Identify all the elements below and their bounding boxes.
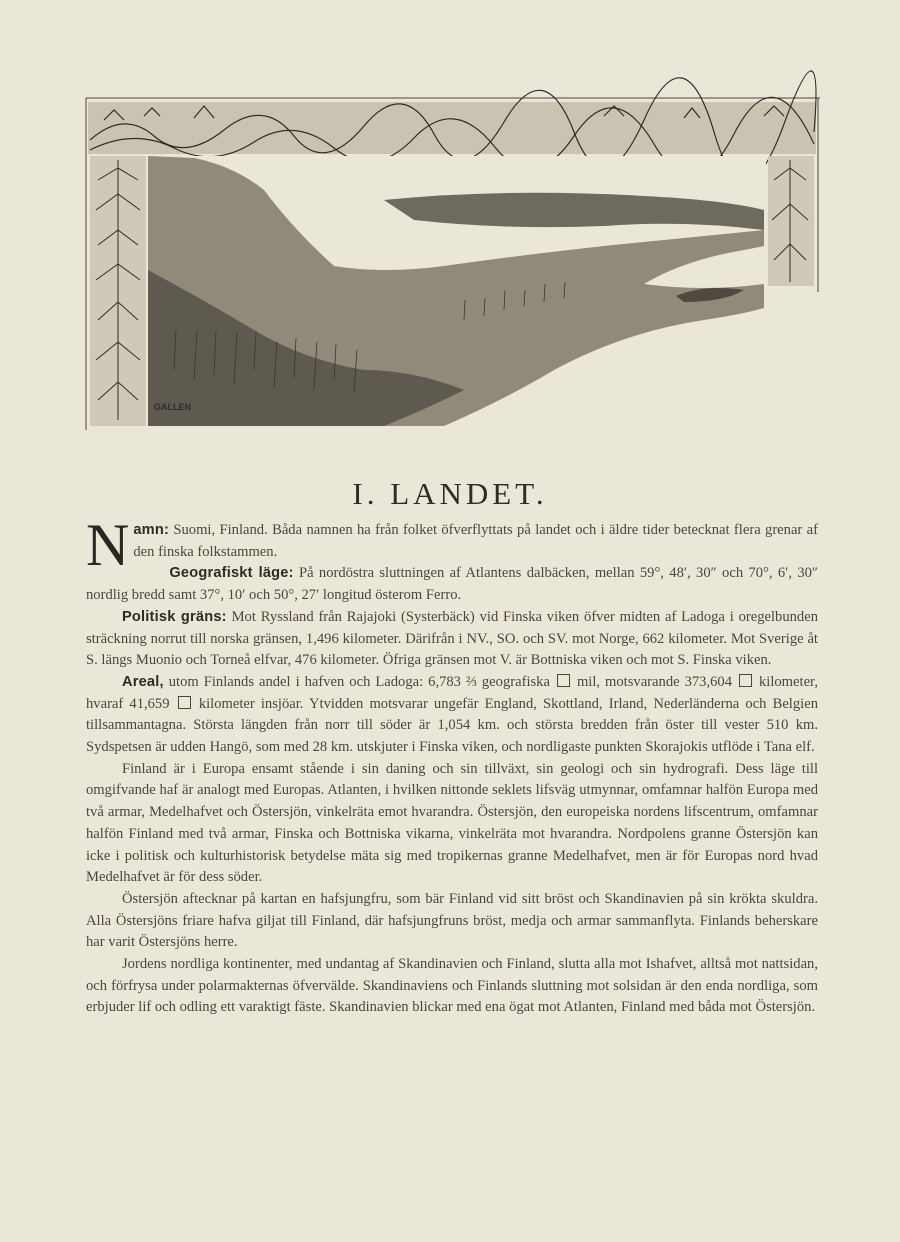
body-paragraph: Finland är i Europa ensamt stående i sin daning och sin tillväxt, sin geologi och sin hydrografi. Dess läge till omgifvande haf är analogt med Europas. Atlanten, i hvilken nittonde seklets lifsväg utmynnar, omfamnar halfön Europa med två armar, Medelhafvet och Östersjön, vinkelräta emot hvarandra. Östersjön, den europeiska nordens lifscentrum, omfamnar halfön Finland med två armar, Finska och Bottniska vikarna, vinkelräta mot hvarandra. Nordpolens granne Östersjön kan icke i politisk och kulturhistorisk betydelse mäta sig med tropikernas granne Medelhafvet, men är för Europas nord hvad Medelhafvet är för dess söder. (86, 760, 818, 886)
text-body (86, 512, 819, 1019)
namn-heading: amn: (133, 522, 170, 538)
areal-text-b: mil, motsvarande 373,604 (576, 673, 733, 690)
geografiskt-paragraph (86, 563, 818, 606)
politisk-text: Mot Ryssland från Rajajoki (Systerbäck) vid Finska viken öfver midten af Ladoga i oregelbunden sträckning norrut till norska gränsen, 1,496 kilometer. Därifrån i NV., SO. och SV. mot Norge, 662 kilometer. Mot Sverige åt S. längs Muonio och Torneå elfvar, 476 kilometer. Öfriga gränsen mot V. är Bottniska viken och mot S. Finska viken. (86, 608, 819, 669)
chapter-title: I. LANDET. (352, 476, 548, 511)
landscape-engraving-icon (84, 70, 824, 440)
areal-text-a: utom Finlands andel i hafven och Ladoga: 6,783 ⅔ geografiska (168, 673, 550, 690)
areal-text-c: kilometer, hvaraf 41,659 (86, 673, 818, 712)
square-icon (557, 674, 570, 687)
body-paragraph: Jordens nordliga kontinenter, med undantag af Skandinavien och Finland, slutta alla mot Ishafvet, alltså mot nattsidan, och förfrysa under polarmakternas öfvervälde. Skandinaviens och Finlands sluttning mot solsidan är den enda nordliga, som erbjuder lif och odling ett varaktigt fäste. Skandinavien blickar med ena ögat mot Atlanten, Finland med båda mot Östersjön. (86, 956, 818, 1016)
geografiskt-text: På nordöstra sluttningen af Atlantens dalbäcken, mellan 59°, 48′, 30″ och 70°, 6′, 30″ nordlig bredd samt 37°, 10′ och 50°, 27′ longitud österom Ferro. (86, 565, 819, 604)
header-illustration (84, 70, 824, 440)
body-paragraph: Östersjön aftecknar på kartan en hafsjungfru, som bär Finland vid sitt bröst och Skandinavien på sin krökta skuldra. Alla Östersjöns friare hafva giljat till Finland, där hafsjungfruns bröst, medja och armar sammanflyta. Finlands beherskare har varit Östersjöns herre. (86, 890, 818, 951)
areal-text-d: kilometer insjöar. Ytvidden motsvarar ungefär England, Skottland, Irland, Nederländerna och Belgien tillsammantagna. Största längden från norr till söder är 1,054 km. och största bredden från öster till vester 510 km. Sydspetsen är udden Hangö, som med 28 km. utskjuter i Finska viken, och nordligaste punkten Skorajokis utflöde i Tana elf. (86, 695, 818, 756)
artist-signature: GALLEN (154, 402, 191, 412)
square-icon (178, 696, 191, 709)
drop-cap: N (86, 512, 130, 578)
politisk-heading: Politisk gräns: (122, 608, 227, 625)
square-icon (739, 674, 752, 687)
areal-heading: Areal, (122, 673, 164, 690)
namn-text: Suomi, Finland. Båda namnen ha från folket öfverflyttats på landet och i äldre tider betecknat flera grenar af den finska folkstammen. (133, 522, 818, 560)
politisk-paragraph (86, 607, 818, 672)
geografiskt-heading: Geografiskt läge: (169, 565, 294, 582)
areal-paragraph (86, 672, 818, 759)
